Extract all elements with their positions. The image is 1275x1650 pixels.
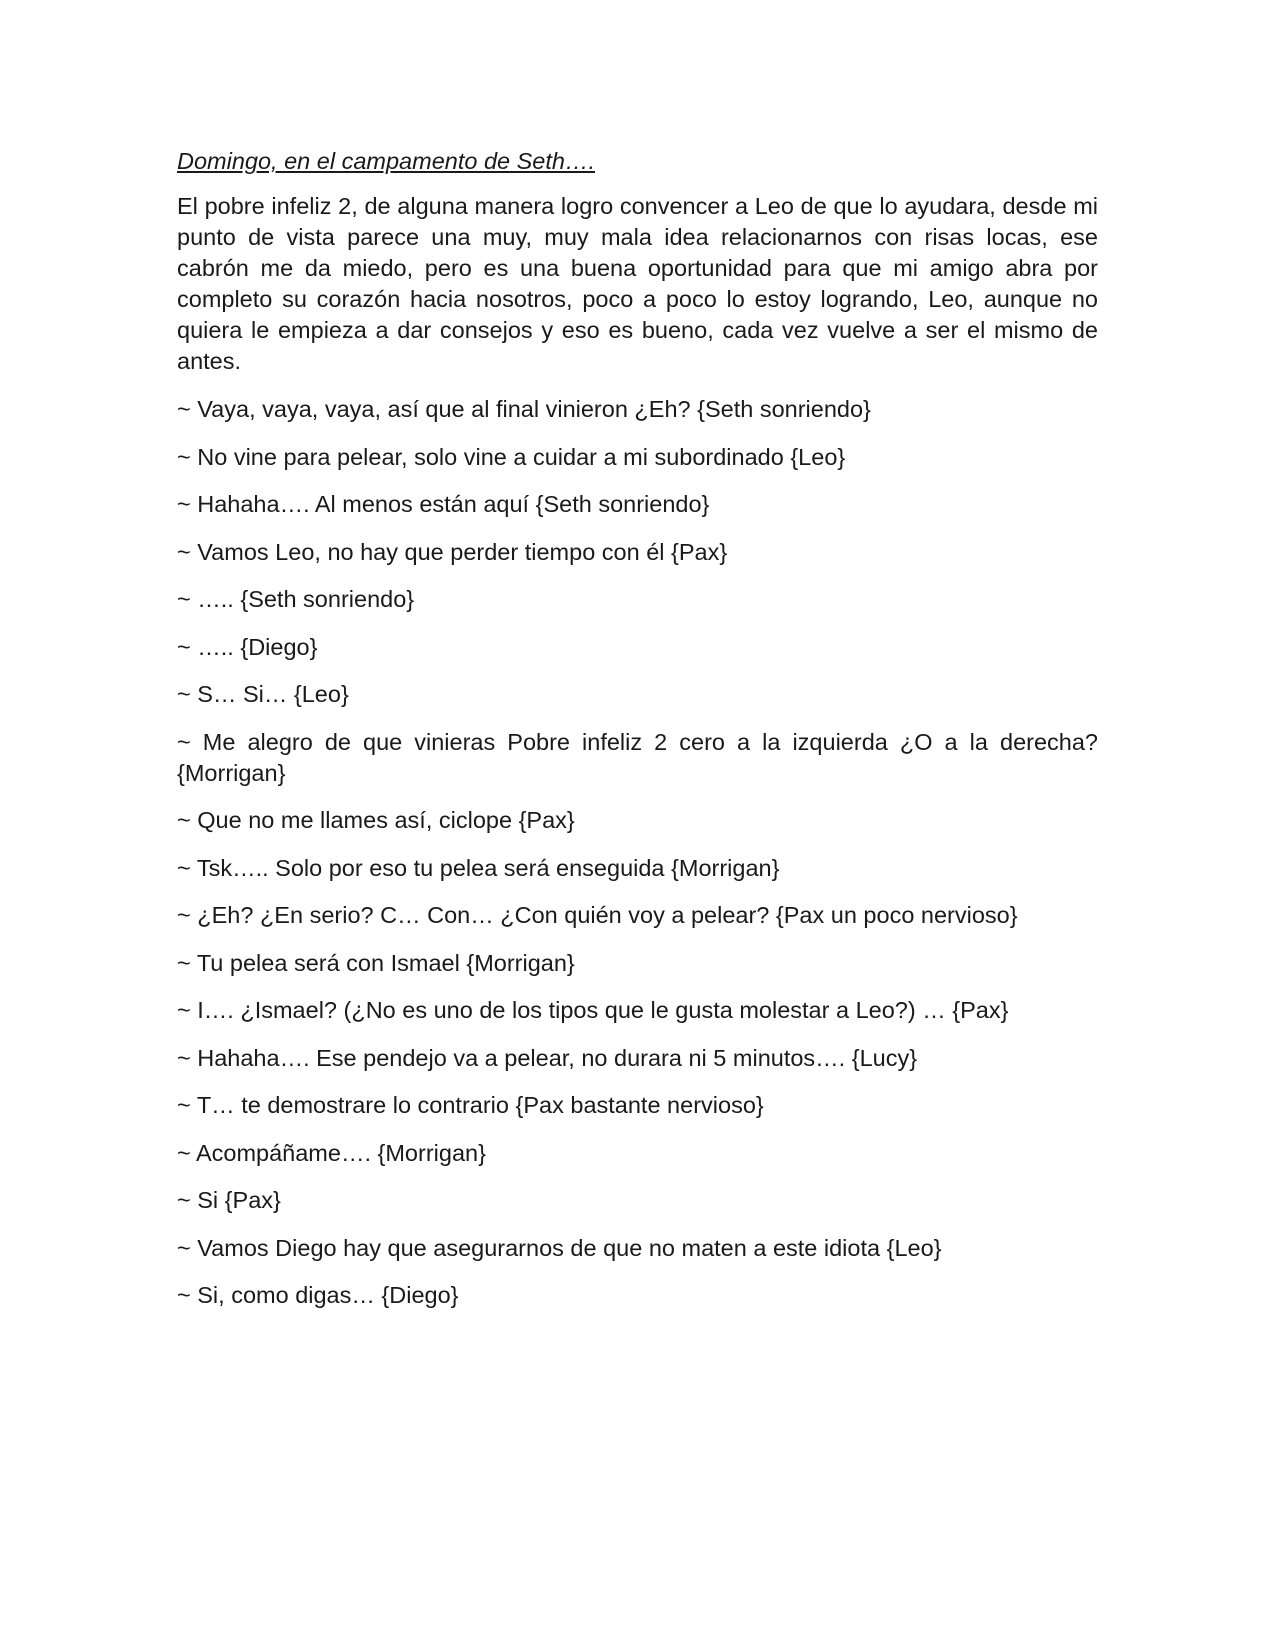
dialogue-line: ~ Tu pelea será con Ismael {Morrigan}: [177, 949, 575, 976]
section-heading: Domingo, en el campamento de Seth….: [177, 148, 596, 174]
dialogue-line: ~ No vine para pelear, solo vine a cuidar a mi subordinado {Leo}: [177, 443, 846, 470]
dialogue-line: ~ Acompáñame…. {Morrigan}: [177, 1139, 486, 1166]
page-content: [177, 146, 1098, 1328]
dialogue-line: ~ S… Si… {Leo}: [177, 681, 349, 707]
dialogue-line: ~ Hahaha…. Al menos están aquí {Seth sonriendo}: [177, 491, 710, 517]
intro-paragraph: El pobre infeliz 2, de alguna manera logro convencer a Leo de que lo ayudara, desde mi punto de vista parece una muy, muy mala idea relacionarnos con risas locas, ese cabrón me da miedo, pero es una buena oportunidad para que mi amigo abra por completo su corazón hacia nosotros, poco a poco lo estoy logrando, Leo, aunque no quiera le empieza a dar consejos y eso es bueno, cada vez vuelve a ser el mismo de antes.: [177, 193, 1098, 374]
dialogue-line: ~ Hahaha…. Ese pendejo va a pelear, no durara ni 5 minutos…. {Lucy}: [177, 1044, 918, 1071]
dialogue-line: ~ ….. {Diego}: [177, 633, 318, 660]
dialogue-line: ~ ¿Eh? ¿En serio? C… Con… ¿Con quién voy a pelear? {Pax un poco nervioso}: [177, 902, 1018, 928]
dialogue-line: ~ Si, como digas… {Diego}: [177, 1282, 459, 1308]
dialogue-line: ~ Me alegro de que vinieras Pobre infeliz 2 cero a la izquierda ¿O a la derecha? {Morrigan}: [177, 728, 1098, 786]
dialogue-line: ~ Vamos Diego hay que asegurarnos de que no maten a este idiota {Leo}: [177, 1234, 942, 1261]
dialogue-line: ~ I…. ¿Ismael? (¿No es uno de los tipos que le gusta molestar a Leo?) … {Pax}: [177, 997, 1009, 1023]
dialogue-line: ~ Tsk….. Solo por eso tu pelea será enseguida {Morrigan}: [177, 854, 780, 881]
dialogue-line: ~ Que no me llames así, ciclope {Pax}: [177, 807, 575, 833]
dialogue-list: [177, 394, 1098, 1311]
dialogue-line: ~ T… te demostrare lo contrario {Pax bastante nervioso}: [177, 1092, 764, 1118]
dialogue-line: ~ Vaya, vaya, vaya, así que al final vinieron ¿Eh? {Seth sonriendo}: [177, 396, 871, 422]
dialogue-line: ~ ….. {Seth sonriendo}: [177, 586, 415, 612]
dialogue-line: ~ Vamos Leo, no hay que perder tiempo con él {Pax}: [177, 538, 728, 565]
dialogue-line: ~ Si {Pax}: [177, 1187, 281, 1213]
